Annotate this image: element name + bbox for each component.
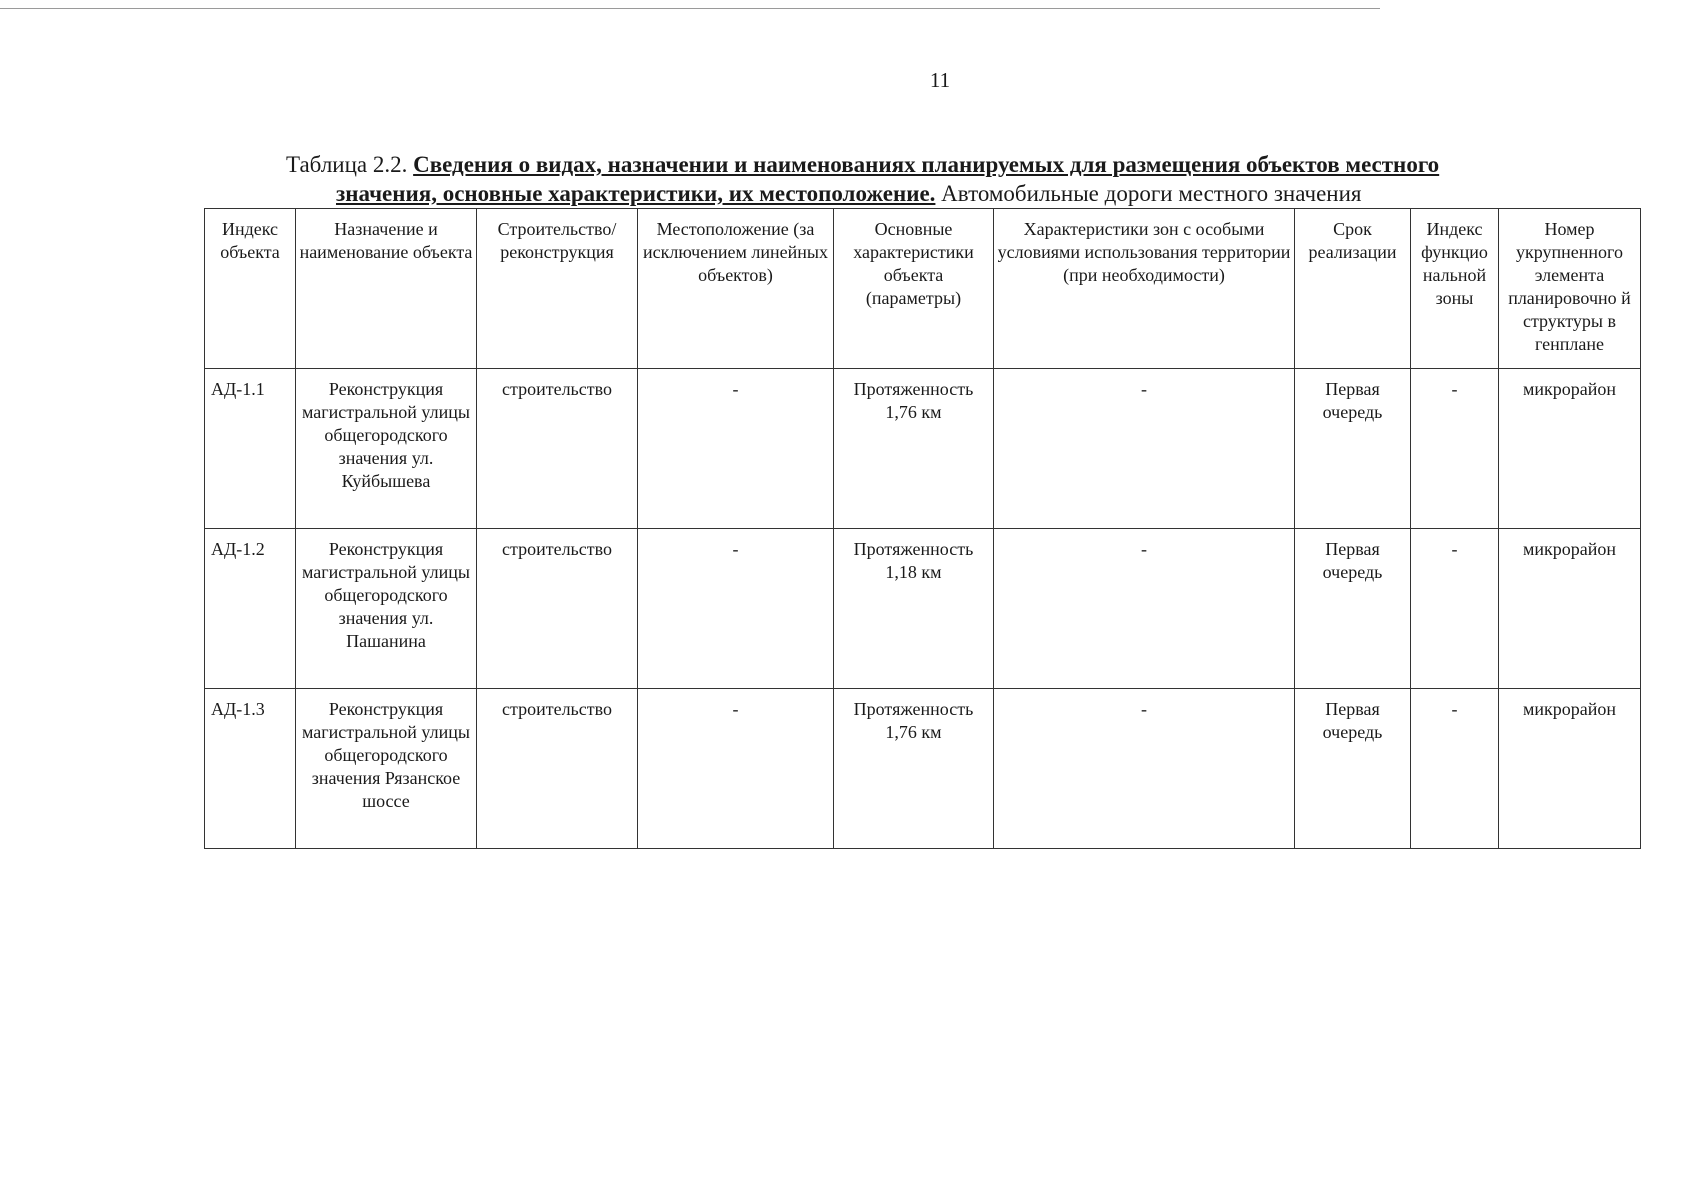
header-zones: Характеристики зон с особыми условиями использования территории (при необходимости) (994, 209, 1295, 369)
cell-construction: строительство (477, 369, 638, 529)
cell-name: Реконструкция магистральной улицы общегородского значения Рязанское шоссе (296, 689, 477, 849)
cell-zones: - (994, 689, 1295, 849)
table-row (205, 529, 1641, 689)
cell-zones: - (994, 369, 1295, 529)
cell-zones: - (994, 529, 1295, 689)
caption-prefix: Таблица 2.2. (286, 152, 408, 177)
cell-element: микрорайон (1499, 369, 1641, 529)
cell-element: микрорайон (1499, 529, 1641, 689)
cell-name: Реконструкция магистральной улицы общегородского значения ул. Куйбышева (296, 369, 477, 529)
cell-construction: строительство (477, 529, 638, 689)
cell-func-zone: - (1411, 529, 1499, 689)
cell-characteristics: Протяженность 1,18 км (834, 529, 994, 689)
caption-title-line2: значения, основные характеристики, их местоположение. (336, 181, 936, 206)
header-func-zone: Индекс функцио нальной зоны (1411, 209, 1499, 369)
cell-construction: строительство (477, 689, 638, 849)
cell-element: микрорайон (1499, 689, 1641, 849)
cell-func-zone: - (1411, 689, 1499, 849)
scan-top-rule (0, 8, 1380, 9)
table-header-row (205, 209, 1641, 369)
header-location: Местоположение (за исключением линейных объектов) (638, 209, 834, 369)
objects-table (204, 208, 1641, 849)
cell-index: АД-1.3 (205, 689, 296, 849)
cell-term: Первая очередь (1295, 369, 1411, 529)
caption-subtitle: Автомобильные дороги местного значения (941, 181, 1362, 206)
table-row (205, 369, 1641, 529)
caption-title-line1: Сведения о видах, назначении и наименованиях планируемых для размещения объектов местного (413, 152, 1440, 177)
cell-term: Первая очередь (1295, 529, 1411, 689)
header-name: Назначение и наименование объекта (296, 209, 477, 369)
page-number: 11 (929, 68, 951, 92)
table-row (205, 689, 1641, 849)
header-term: Срок реализации (1295, 209, 1411, 369)
header-element: Номер укрупненного элемента планировочно й структуры в генплане (1499, 209, 1641, 369)
cell-location: - (638, 529, 834, 689)
cell-location: - (638, 369, 834, 529)
cell-location: - (638, 689, 834, 849)
cell-func-zone: - (1411, 369, 1499, 529)
header-construction: Строительство/ реконструкция (477, 209, 638, 369)
cell-name: Реконструкция магистральной улицы общегородского значения ул. Пашанина (296, 529, 477, 689)
header-index: Индекс объекта (205, 209, 296, 369)
cell-index: АД-1.1 (205, 369, 296, 529)
cell-term: Первая очередь (1295, 689, 1411, 849)
cell-characteristics: Протяженность 1,76 км (834, 689, 994, 849)
cell-characteristics: Протяженность 1,76 км (834, 369, 994, 529)
header-characteristics: Основные характеристики объекта (параметры) (834, 209, 994, 369)
cell-index: АД-1.2 (205, 529, 296, 689)
table-caption (286, 150, 1616, 208)
